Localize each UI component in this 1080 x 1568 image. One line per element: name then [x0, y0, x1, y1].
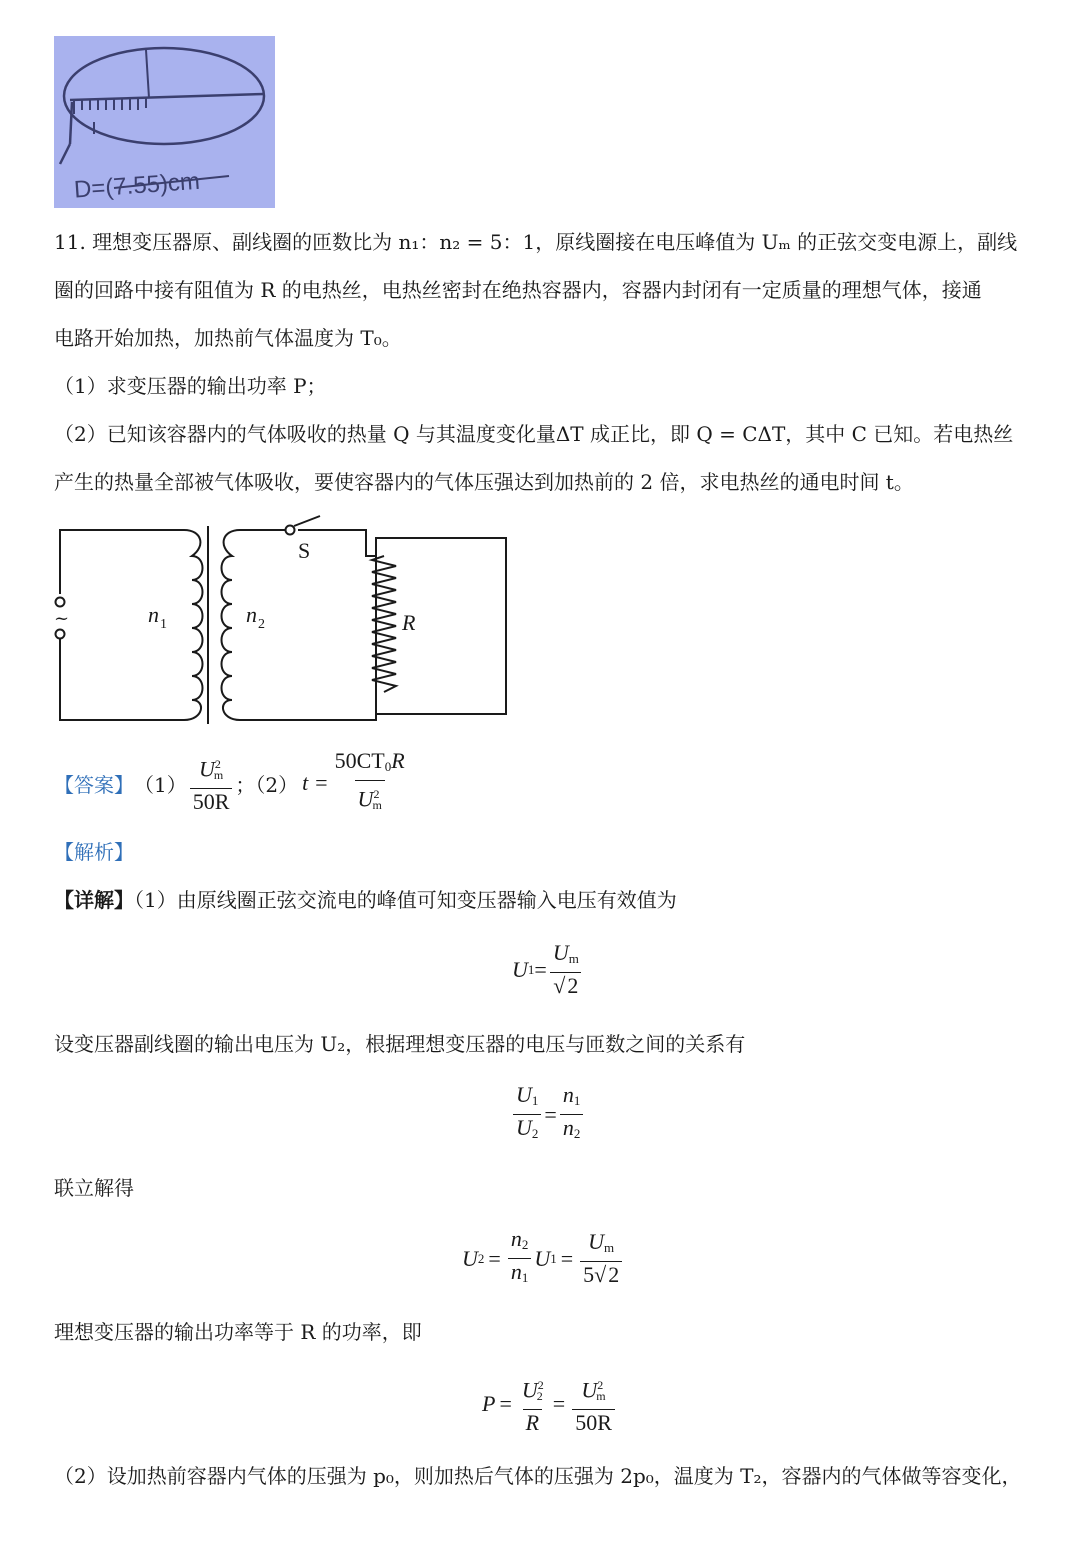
detail-line-2: 设变压器副线圈的输出电压为 U₂，根据理想变压器的电压与匝数之间的关系有	[54, 1032, 746, 1056]
source-terminal-bottom	[56, 630, 65, 639]
question-number: 11.	[54, 230, 86, 254]
answer-part1-fraction: $\frac{U^2_m}{50R}$	[190, 751, 233, 815]
caliper-measurement-text: D=(7.55)cm	[73, 167, 201, 204]
label-n2: n	[246, 602, 257, 627]
caliper-sketch	[54, 36, 275, 208]
analysis-label: 【解析】	[54, 840, 134, 864]
question-text-1: 理想变压器原、副线圈的匝数比为 n₁：n₂ = 5：1，原线圈接在电压峰值为 Uₘ 的正弦交变电源上，副线	[92, 230, 1018, 254]
formula-power: P = $\frac{U^2_2}{R}$ = $\frac{U^2_m}{50R}$	[482, 1372, 618, 1436]
label-n1: n	[148, 602, 159, 627]
label-switch-s: S	[298, 538, 311, 563]
caliper-photo	[54, 36, 275, 208]
answer-separator: ；（2）	[235, 772, 299, 797]
detail-line-4: 理想变压器的输出功率等于 R 的功率，即	[54, 1320, 422, 1344]
ac-source-symbol: ~	[54, 608, 70, 629]
detail-line-5: （2）设加热前容器内气体的压强为 p₀，则加热后气体的压强为 2p₀，温度为 T₂，容器内的气体做等容变化，	[54, 1464, 1022, 1488]
source-terminal-top	[56, 598, 65, 607]
answer-part2-lhs: t =	[302, 770, 329, 796]
question-part-2-line-1: （2）已知该容器内的气体吸收的热量 Q 与其温度变化量ΔT 成正比，即 Q = CΔT，其中 C 已知。若电热丝	[54, 422, 1014, 446]
question-line-3: 电路开始加热，加热前气体温度为 T₀。	[54, 326, 402, 350]
detail-line-3: 联立解得	[54, 1176, 134, 1200]
answer-part1-prefix: （1）	[134, 772, 187, 797]
answer-line	[54, 748, 411, 818]
formula-u2: U 2 = $\frac{n_2}{n_1}$ U 1 = $\frac{U_m}{5√2}$	[462, 1226, 625, 1291]
answer-part2-fraction: $\frac{50CT_0R}{U^2_m}$	[332, 748, 408, 818]
question-part-1: （1）求变压器的输出功率 P；	[54, 374, 327, 398]
formula-u1: U 1 = $\frac{U_m}{√2}$	[512, 940, 585, 999]
answer-label: 【答案】	[54, 772, 134, 797]
detail-line-1	[54, 886, 677, 914]
question-line-2: 圈的回路中接有阻值为 R 的电热丝，电热丝密封在绝热容器内，容器内封闭有一定质量的理想气体，接通	[54, 278, 982, 302]
transformer-circuit-diagram	[54, 510, 514, 730]
detail-label: 【详解】	[54, 888, 134, 912]
label-n1-sub: 1	[160, 617, 167, 632]
question-part-2-line-2: 产生的热量全部被气体吸收，要使容器内的气体压强达到加热前的 2 倍，求电热丝的通电时间 t。	[54, 470, 914, 494]
label-resistor-r: R	[402, 610, 416, 635]
formula-ratio: $\frac{U_1}{U_2}$ = $\frac{n_1}{n_2}$	[510, 1082, 586, 1147]
switch-pivot	[286, 526, 295, 535]
detail-text-1: （1）由原线圈正弦交流电的峰值可知变压器输入电压有效值为	[134, 888, 677, 912]
label-n2-sub: 2	[258, 617, 265, 632]
question-line-1	[54, 228, 1017, 256]
